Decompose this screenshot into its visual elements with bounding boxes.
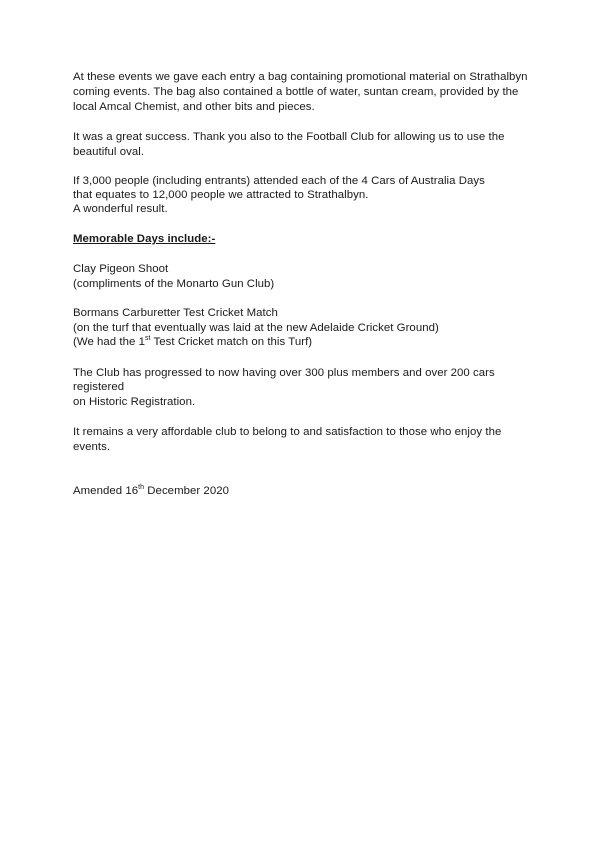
cricket-note-2-prefix: (We had the 1: [73, 336, 145, 348]
memorable-day-clay-pigeon-title: Clay Pigeon Shoot: [73, 263, 169, 275]
paragraph-success-line-1: It was a great success. Thank you also to the Football Club for allowing us to use the: [73, 131, 505, 143]
cricket-note-2-ordinal: st: [145, 335, 151, 343]
memorable-days-heading: Memorable Days include:-: [73, 233, 216, 245]
memorable-day-cricket-note: (on the turf that eventually was laid at the new Adelaide Cricket Ground): [73, 322, 439, 334]
paragraph-club-growth-line-1: The Club has progressed to now having over 300 plus members and over 200 cars: [73, 367, 495, 379]
paragraph-affordable-line-1: It remains a very affordable club to belong to and satisfaction to those who enjoy the: [73, 426, 502, 438]
paragraph-success-line-2: beautiful oval.: [73, 146, 145, 158]
amended-suffix: December 2020: [144, 485, 229, 497]
paragraph-events-bag-line-2: coming events. The bag also contained a bottle of water, suntan cream, provided by the: [73, 86, 519, 98]
memorable-day-clay-pigeon-note: (compliments of the Monarto Gun Club): [73, 278, 275, 290]
memorable-day-cricket-title: Bormans Carburetter Test Cricket Match: [73, 307, 278, 319]
paragraph-attendance-line-3: A wonderful result.: [73, 203, 168, 215]
amended-ordinal: th: [138, 484, 145, 492]
cricket-note-2-suffix: Test Cricket match on this Turf): [150, 336, 313, 348]
paragraph-attendance-line-2: that equates to 12,000 people we attracted to Strathalbyn.: [73, 189, 369, 201]
paragraph-events-bag-line-3: local Amcal Chemist, and other bits and pieces.: [73, 101, 315, 113]
amended-date: [73, 484, 229, 498]
paragraph-club-growth-line-3: on Historic Registration.: [73, 396, 196, 408]
paragraph-affordable-line-2: events.: [73, 441, 111, 453]
memorable-day-cricket-note-2: [73, 335, 312, 349]
paragraph-events-bag-line-1: At these events we gave each entry a bag containing promotional material on Strathalbyn: [73, 71, 528, 83]
amended-prefix: Amended 16: [73, 485, 139, 497]
paragraph-attendance-line-1: If 3,000 people (including entrants) attended each of the 4 Cars of Australia Days: [73, 175, 485, 187]
paragraph-club-growth-line-2: registered: [73, 381, 125, 393]
